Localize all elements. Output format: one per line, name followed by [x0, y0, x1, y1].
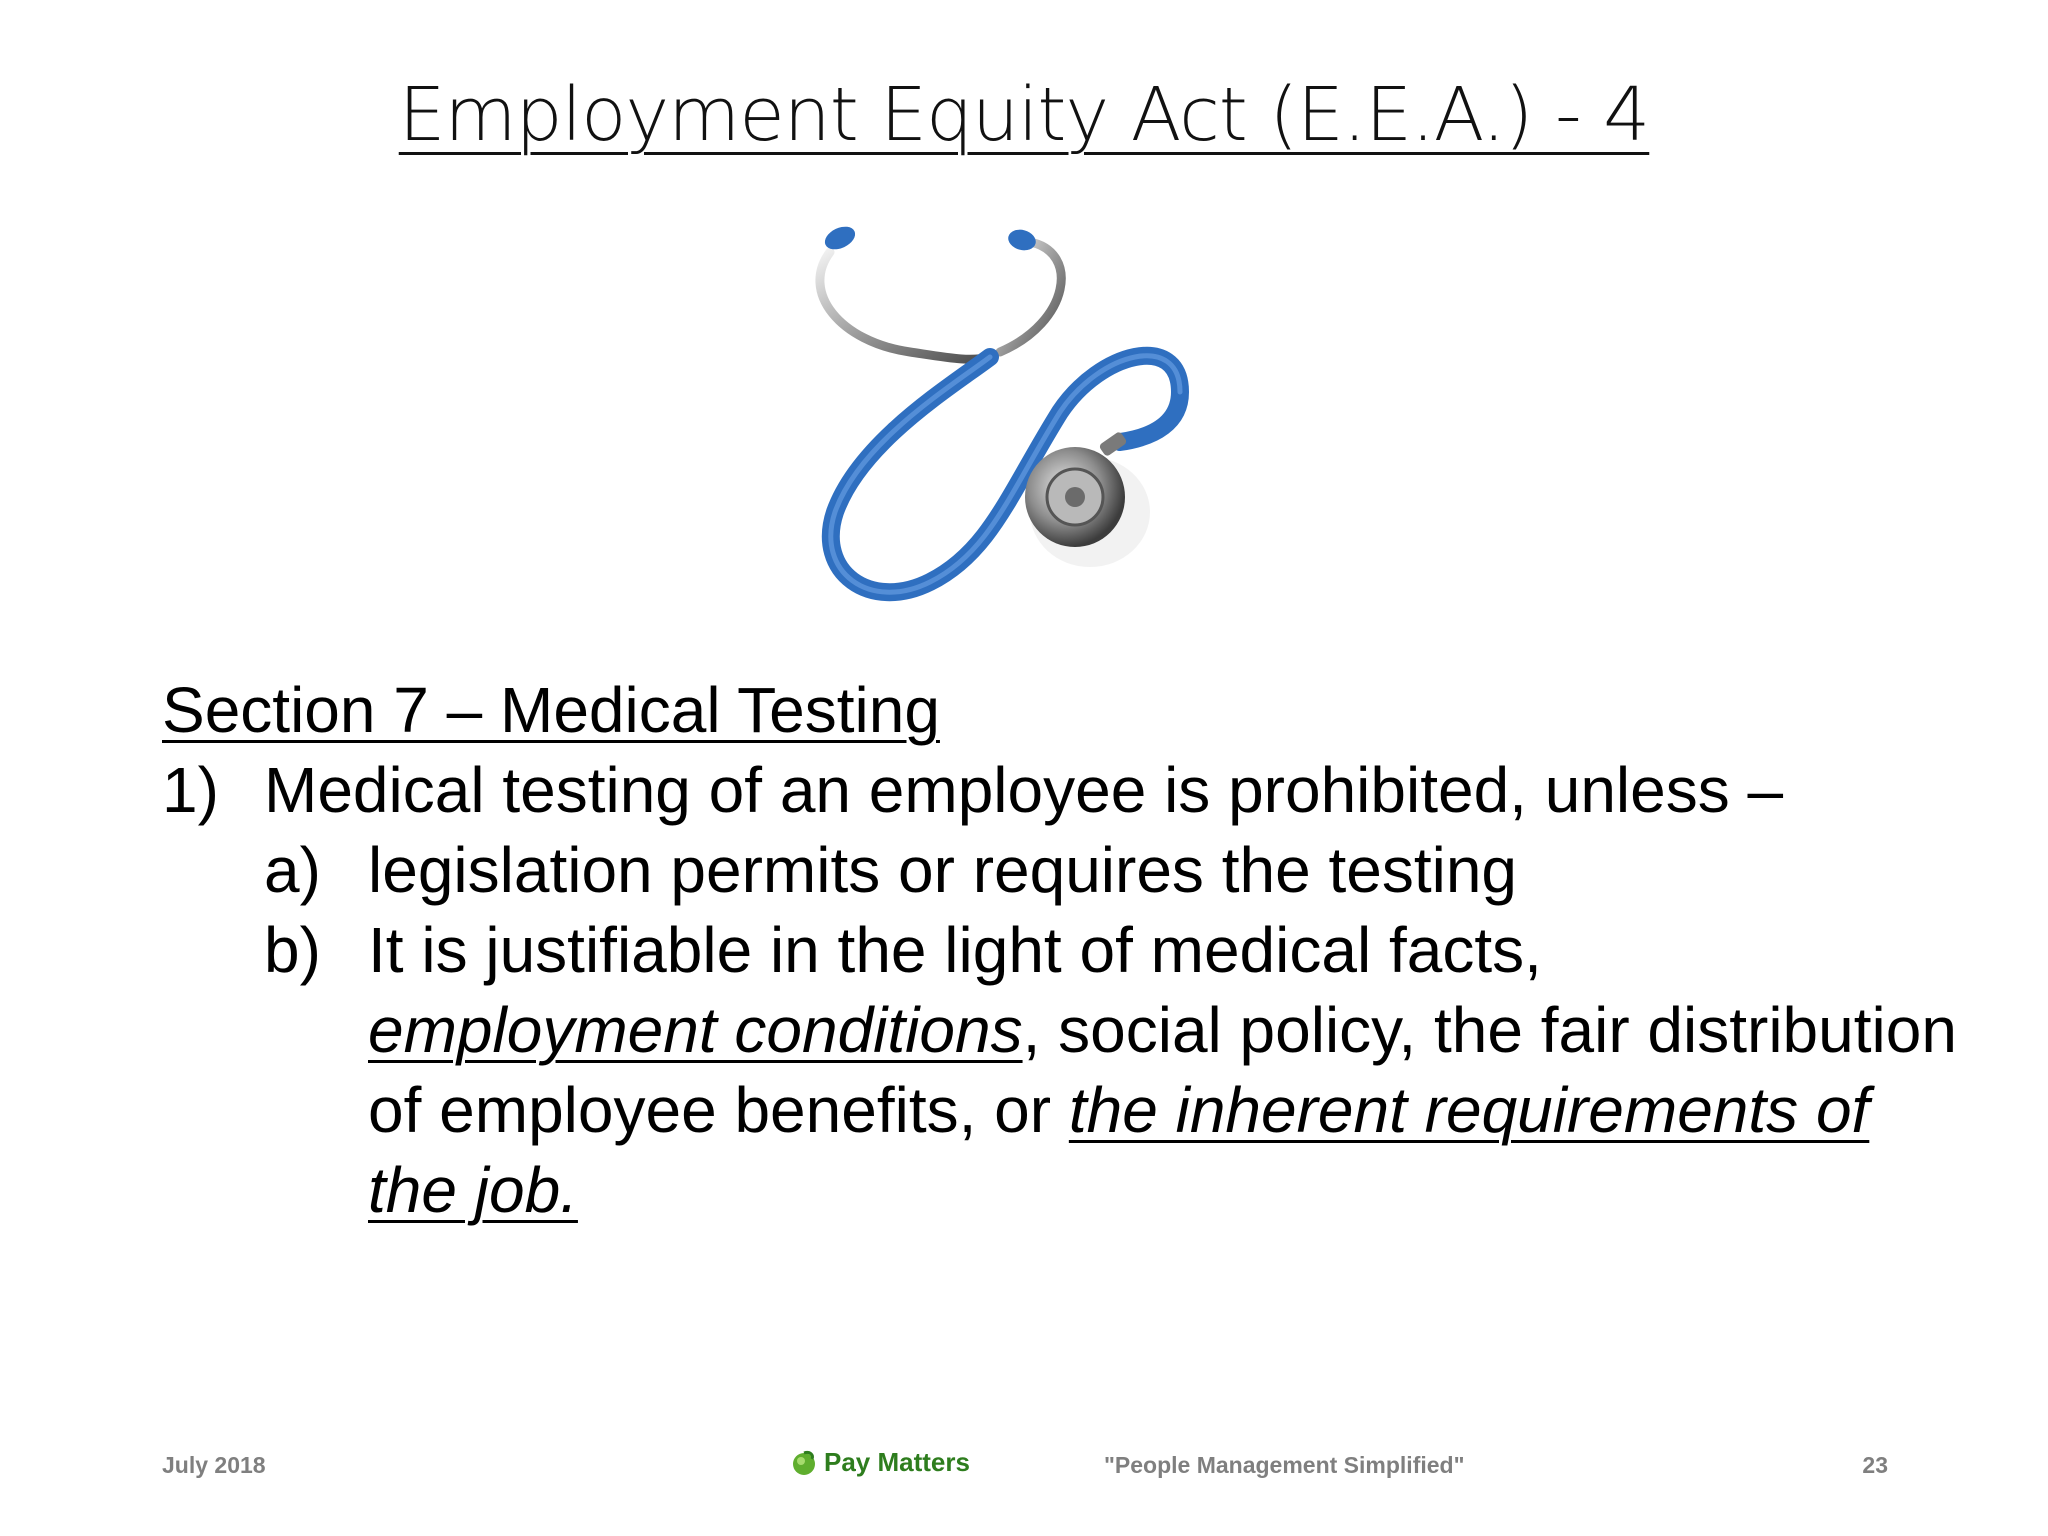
emphasis-employment-conditions: employment conditions	[368, 994, 1023, 1066]
footer-logo	[790, 1447, 970, 1478]
footer-page-number: 23	[1862, 1452, 1888, 1478]
list-item	[162, 750, 1962, 830]
list-item	[162, 830, 1962, 910]
list-marker: a)	[264, 834, 321, 906]
slide-title	[0, 72, 2048, 158]
pay-matters-logo-icon	[790, 1449, 818, 1477]
section-heading: Section 7 – Medical Testing	[162, 674, 940, 746]
slide-body	[162, 670, 1962, 1230]
footer-tagline: "People Management Simplified"	[1104, 1452, 1465, 1478]
list-item-text: , social policy, the fair distribution of employee benefits, or	[368, 994, 1957, 1146]
list-marker: 1)	[162, 754, 219, 826]
footer-logo-text: Pay Matters	[824, 1447, 970, 1477]
list-item-text: It is justifiable in the light of medical facts,	[368, 914, 1542, 986]
list-item-text: legislation permits or requires the testing	[368, 834, 1517, 906]
list-marker: b)	[264, 914, 321, 986]
list-item	[162, 910, 1962, 1230]
emphasis-inherent-requirements: the inherent requirements of the job.	[368, 1074, 1870, 1226]
stethoscope-icon	[800, 212, 1240, 622]
footer-date: July 2018	[162, 1452, 266, 1478]
slide-title-text: Employment Equity Act (E.E.A.) - 4	[398, 72, 1650, 158]
list-item-text: Medical testing of an employee is prohibited, unless –	[264, 754, 1784, 826]
